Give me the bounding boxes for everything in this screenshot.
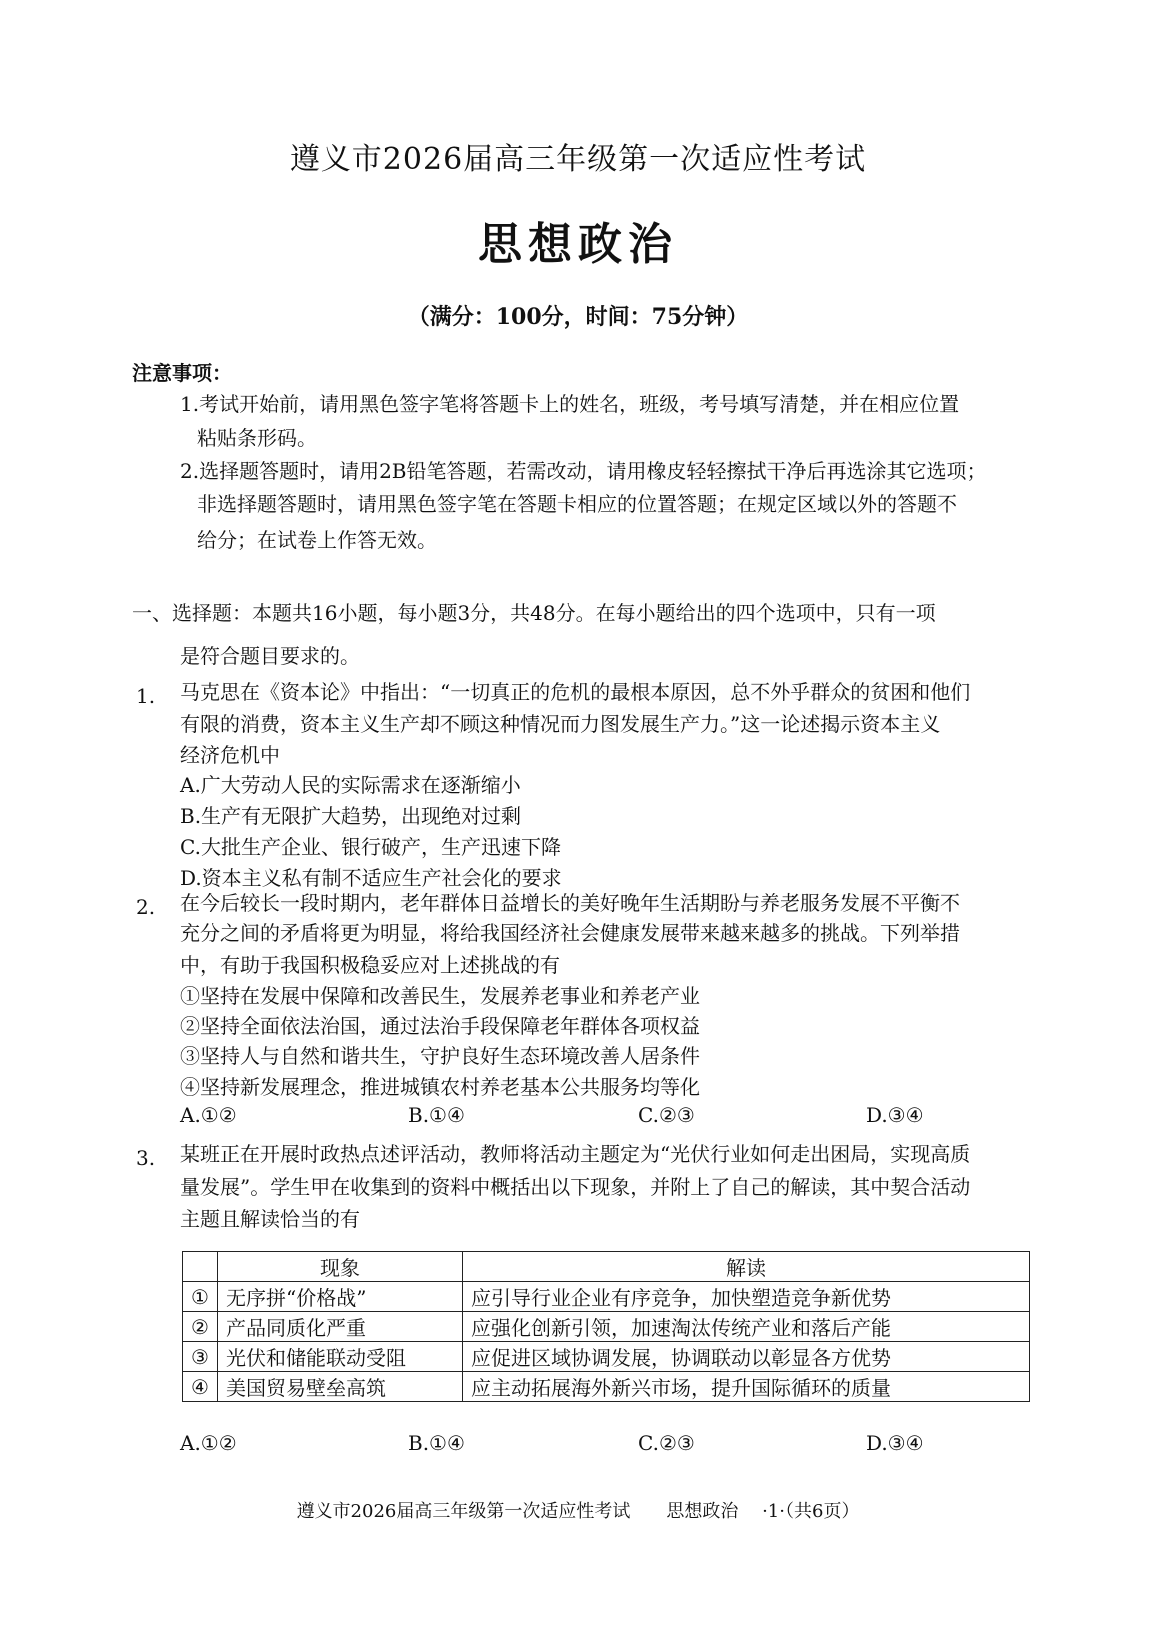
q2-stem-line1: 在今后较长一段时期内，老年群体日益增长的美好晚年生活期盼与养老服务发展不平衡不 — [180, 891, 960, 915]
q3-stem-line1: 某班正在开展时政热点述评活动，教师将活动主题定为“光伏行业如何走出困局，实现高质 — [180, 1142, 971, 1166]
q2-option-c: C.②③ — [638, 1103, 695, 1127]
q3-option-c: C.②③ — [638, 1431, 695, 1455]
phenomenon-table — [182, 1251, 1030, 1402]
row-number: ③ — [183, 1342, 218, 1372]
q2-item2: ②坚持全面依法治国，通过法治手段保障老年群体各项权益 — [180, 1014, 700, 1038]
q1-stem-line1: 马克思在《资本论》中指出：“一切真正的危机的最根本原因，总不外乎群众的贫困和他们 — [180, 680, 971, 704]
row-number: ② — [183, 1312, 218, 1342]
notice-item2-line3: 给分；在试卷上作答无效。 — [197, 528, 437, 552]
q1-stem-line2: 有限的消费，资本主义生产却不顾这种情况而力图发展生产力。”这一论述揭示资本主义 — [180, 712, 941, 736]
table-header-phenomenon: 现象 — [218, 1252, 463, 1282]
q1-option-a: A.广大劳动人民的实际需求在逐渐缩小 — [180, 773, 521, 797]
row-interpretation: 应促进区域协调发展，协调联动以彰显各方优势 — [463, 1342, 1030, 1372]
q1-option-d: D.资本主义私有制不适应生产社会化的要求 — [180, 866, 562, 890]
section1-instructions-line2: 是符合题目要求的。 — [180, 644, 360, 668]
q3-option-b: B.①④ — [408, 1431, 465, 1455]
table-row — [183, 1312, 1030, 1342]
section1-instructions-line1: 一、选择题：本题共16小题，每小题3分，共48分。在每小题给出的四个选项中，只有一项 — [132, 601, 936, 625]
q2-item3: ③坚持人与自然和谐共生，守护良好生态环境改善人居条件 — [180, 1044, 700, 1068]
notice-item2-line2: 非选择题答题时，请用黑色签字笔在答题卡相应的位置答题；在规定区域以外的答题不 — [197, 492, 957, 516]
q1-option-c: C.大批生产企业、银行破产，生产迅速下降 — [180, 835, 561, 859]
notice-item1-line2: 粘贴条形码。 — [197, 426, 317, 450]
row-number: ④ — [183, 1372, 218, 1402]
q2-item1: ①坚持在发展中保障和改善民生，发展养老事业和养老产业 — [180, 984, 700, 1008]
q2-item4: ④坚持新发展理念，推进城镇农村养老基本公共服务均等化 — [180, 1075, 700, 1099]
q3-stem-line3: 主题且解读恰当的有 — [180, 1207, 360, 1231]
table-header-row — [183, 1252, 1030, 1282]
notice-heading: 注意事项： — [132, 361, 232, 385]
row-phenomenon: 产品同质化严重 — [218, 1312, 463, 1342]
q3-option-a: A.①② — [180, 1431, 237, 1455]
table-header-number — [183, 1252, 218, 1282]
q2-option-b: B.①④ — [408, 1103, 465, 1127]
subject-title: 思想政治 — [478, 219, 678, 270]
notice-item2-line1: 2.选择题答题时，请用2B铅笔答题，若需改动，请用橡皮轻轻擦拭干净后再选涂其它选项； — [180, 459, 987, 483]
q1-number: 1. — [136, 684, 156, 708]
table-row — [183, 1282, 1030, 1312]
row-interpretation: 应主动拓展海外新兴市场，提升国际循环的质量 — [463, 1372, 1030, 1402]
q2-option-a: A.①② — [180, 1103, 237, 1127]
q2-option-d: D.③④ — [866, 1103, 924, 1127]
q3-stem-line2: 量发展”。学生甲在收集到的资料中概括出以下现象，并附上了自己的解读，其中契合活动 — [180, 1175, 971, 1199]
q1-option-b: B.生产有无限扩大趋势，出现绝对过剩 — [180, 804, 522, 828]
exam-title: 遵义市2026届高三年级第一次适应性考试 — [289, 142, 867, 177]
table-row — [183, 1342, 1030, 1372]
score-time-info: （满分：100分，时间：75分钟） — [407, 304, 749, 330]
row-phenomenon: 无序拼“价格战” — [218, 1282, 463, 1312]
q3-option-d: D.③④ — [866, 1431, 924, 1455]
table-row — [183, 1372, 1030, 1402]
q2-number: 2. — [136, 895, 156, 919]
notice-item1-line1: 1.考试开始前，请用黑色签字笔将答题卡上的姓名，班级，考号填写清楚，并在相应位置 — [180, 392, 960, 416]
q2-stem-line2: 充分之间的矛盾将更为明显，将给我国经济社会健康发展带来越来越多的挑战。下列举措 — [180, 921, 960, 945]
row-interpretation: 应引导行业企业有序竞争，加快塑造竞争新优势 — [463, 1282, 1030, 1312]
page-footer: 遵义市2026届高三年级第一次适应性考试 思想政治 ·1·（共6页） — [296, 1501, 860, 1522]
row-interpretation: 应强化创新引领，加速淘汰传统产业和落后产能 — [463, 1312, 1030, 1342]
q3-number: 3. — [136, 1146, 156, 1170]
row-phenomenon: 美国贸易壁垒高筑 — [218, 1372, 463, 1402]
row-number: ① — [183, 1282, 218, 1312]
table-header-interpretation: 解读 — [463, 1252, 1030, 1282]
q2-stem-line3: 中，有助于我国积极稳妥应对上述挑战的有 — [180, 953, 560, 977]
q1-stem-line3: 经济危机中 — [180, 743, 280, 767]
row-phenomenon: 光伏和储能联动受阻 — [218, 1342, 463, 1372]
